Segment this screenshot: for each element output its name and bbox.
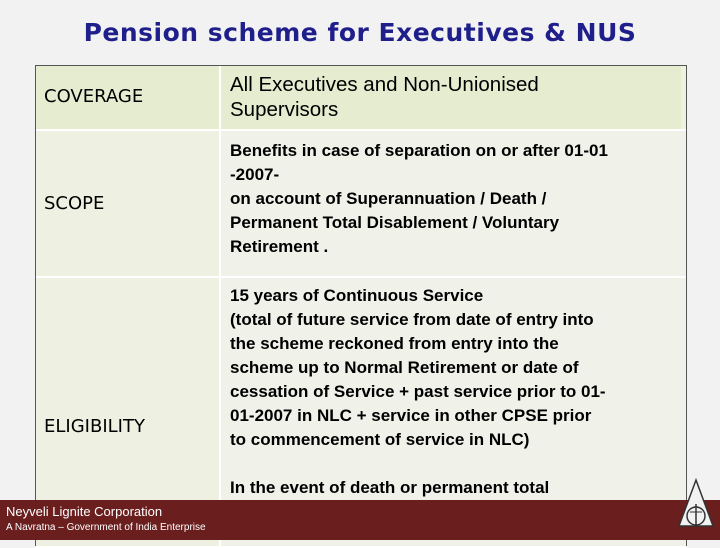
scope-line: Benefits in case of separation on or after 01-01	[230, 141, 608, 160]
scope-value-cell	[221, 131, 681, 276]
nlc-logo-icon	[676, 476, 716, 538]
eligibility-line: cessation of Service + past service prior to 01-	[230, 382, 606, 401]
spacer	[230, 452, 685, 476]
eligibility-extra-line: In the event of death or permanent total	[230, 478, 550, 497]
eligibility-line: (total of future service from date of entry into	[230, 310, 594, 329]
eligibility-label: ELIGIBILITY	[44, 416, 145, 437]
eligibility-value	[230, 284, 685, 500]
table-row-coverage	[36, 66, 686, 131]
scope-line: Permanent Total Disablement / Voluntary	[230, 213, 560, 232]
coverage-label: COVERAGE	[44, 86, 144, 107]
page-title: Pension scheme for Executives & NUS	[83, 18, 637, 47]
scope-line: -2007-	[230, 165, 280, 184]
pension-table	[35, 65, 687, 546]
eligibility-line: scheme up to Normal Retirement or date of	[230, 358, 579, 377]
coverage-label-cell	[36, 66, 221, 129]
scope-line: Retirement .	[230, 237, 329, 256]
eligibility-line: the scheme reckoned from entry into the	[230, 334, 559, 353]
footer-bar	[0, 500, 720, 540]
scope-line: on account of Superannuation / Death /	[230, 189, 547, 208]
eligibility-line: to commencement of service in NLC)	[230, 430, 530, 449]
eligibility-line: 15 years of Continuous Service	[230, 286, 484, 305]
footer-subtitle: A Navratna – Government of India Enterprise	[6, 522, 206, 533]
footer-org-name: Neyveli Lignite Corporation	[6, 504, 163, 519]
table-row-scope	[36, 131, 686, 278]
coverage-line: Supervisors	[230, 98, 339, 121]
coverage-value-cell	[221, 66, 681, 129]
scope-value	[230, 139, 685, 259]
coverage-line: All Executives and Non-Unionised	[230, 73, 539, 96]
eligibility-line: 01-2007 in NLC + service in other CPSE prior	[230, 406, 592, 425]
scope-label: SCOPE	[44, 193, 105, 214]
coverage-value	[230, 72, 539, 122]
scope-label-cell	[36, 131, 221, 276]
